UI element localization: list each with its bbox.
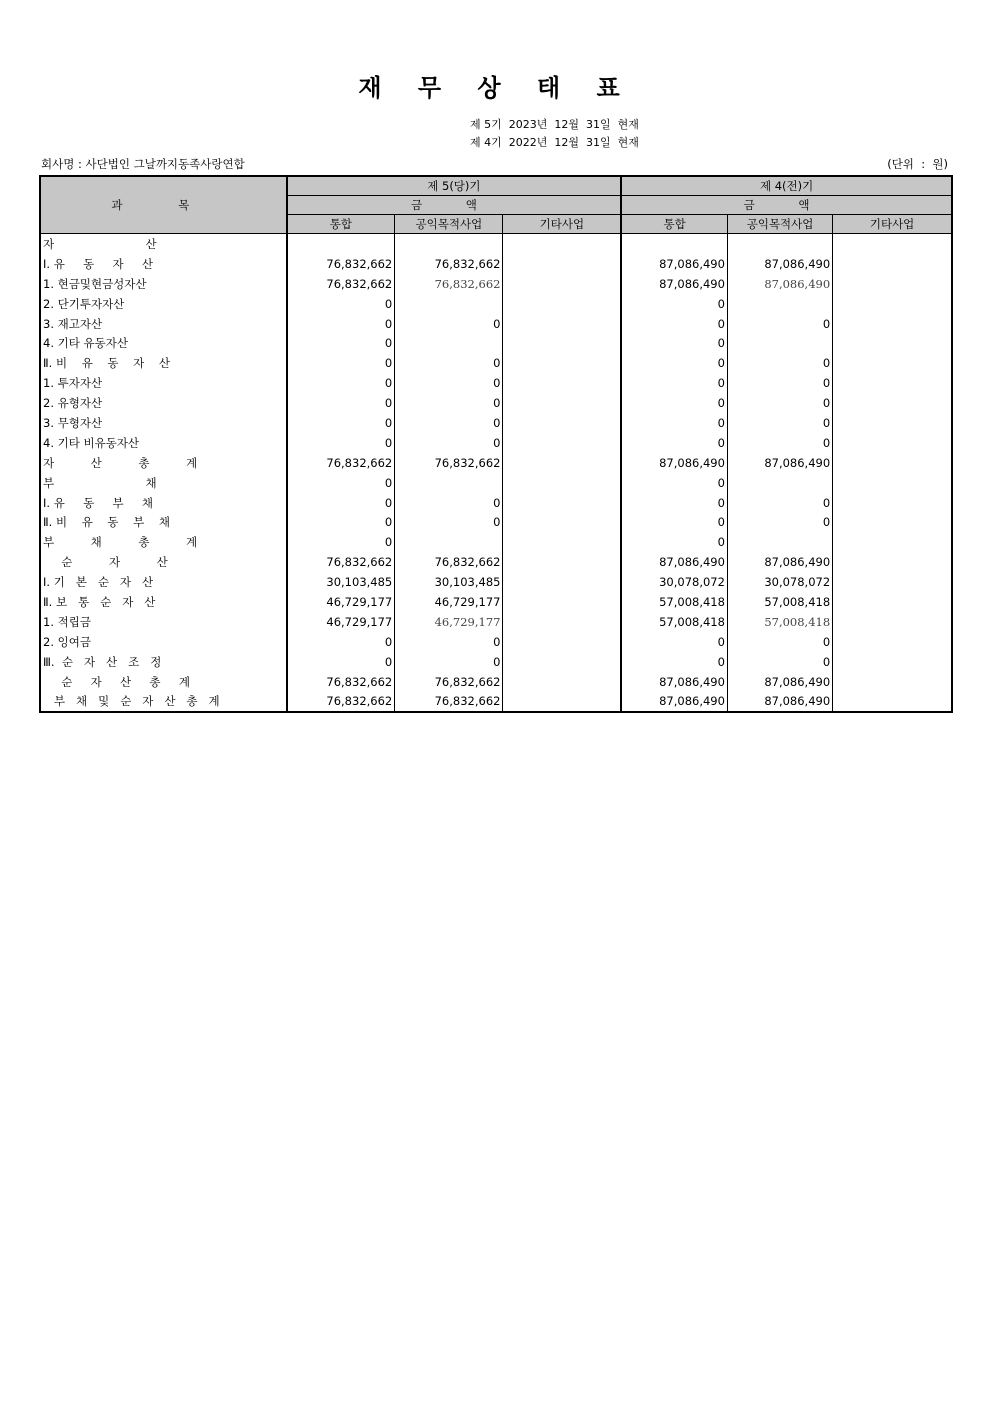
current-total-cell: 76,832,662 <box>287 254 395 274</box>
current-total-cell: 76,832,662 <box>287 691 395 712</box>
current-other-cell <box>503 632 621 652</box>
prior-total-cell: 0 <box>621 333 727 353</box>
current-total-cell <box>287 234 395 254</box>
table-row <box>40 691 952 712</box>
current-other-cell <box>503 672 621 692</box>
table-row <box>40 433 952 453</box>
prior-public-cell: 30,078,072 <box>727 572 832 592</box>
prior-total-cell: 87,086,490 <box>621 691 727 712</box>
current-other-cell <box>503 592 621 612</box>
col-prior-total: 통합 <box>621 215 727 234</box>
prior-public-cell <box>727 532 832 552</box>
current-other-cell <box>503 353 621 373</box>
current-total-cell: 46,729,177 <box>287 612 395 632</box>
prior-public-cell <box>727 333 832 353</box>
prior-public-cell <box>727 294 832 314</box>
current-public-cell: 76,832,662 <box>395 453 503 473</box>
current-public-cell: 76,832,662 <box>395 672 503 692</box>
current-other-cell <box>503 612 621 632</box>
current-public-cell: 0 <box>395 373 503 393</box>
current-public-cell: 76,832,662 <box>395 552 503 572</box>
page-title: 재 무 상 태 표 <box>358 74 634 102</box>
table-row <box>40 493 952 513</box>
prior-total-cell: 0 <box>621 652 727 672</box>
current-public-cell: 0 <box>395 413 503 433</box>
prior-other-cell <box>833 672 952 692</box>
table-row <box>40 572 952 592</box>
account-cell: 부 채 <box>40 473 287 493</box>
current-other-cell <box>503 572 621 592</box>
prior-total-cell: 87,086,490 <box>621 672 727 692</box>
account-cell: 3. 재고자산 <box>40 314 287 334</box>
account-cell: 4. 기타 유동자산 <box>40 333 287 353</box>
table-row <box>40 592 952 612</box>
account-cell: 3. 무형자산 <box>40 413 287 433</box>
prior-other-cell <box>833 691 952 712</box>
current-public-cell <box>395 333 503 353</box>
account-cell: Ⅱ. 보 통 순 자 산 <box>40 592 287 612</box>
prior-public-cell: 87,086,490 <box>727 254 832 274</box>
prior-public-cell: 87,086,490 <box>727 552 832 572</box>
current-public-cell: 46,729,177 <box>395 612 503 632</box>
current-other-cell <box>503 254 621 274</box>
current-period-date: 제 5기 2023년 12월 31일 현재 <box>470 118 639 131</box>
prior-public-cell: 0 <box>727 512 832 532</box>
prior-other-cell <box>833 572 952 592</box>
prior-total-cell: 0 <box>621 413 727 433</box>
col-current-other: 기타사업 <box>503 215 621 234</box>
account-cell: 순 자 산 <box>40 552 287 572</box>
table-row <box>40 393 952 413</box>
prior-public-cell: 0 <box>727 413 832 433</box>
table-row <box>40 512 952 532</box>
current-total-cell: 0 <box>287 473 395 493</box>
prior-other-cell <box>833 453 952 473</box>
table-row <box>40 254 952 274</box>
table-row <box>40 632 952 652</box>
table-row <box>40 453 952 473</box>
prior-public-cell: 0 <box>727 353 832 373</box>
table-row <box>40 373 952 393</box>
account-cell: 1. 적립금 <box>40 612 287 632</box>
account-cell: 2. 단기투자자산 <box>40 294 287 314</box>
current-public-cell: 46,729,177 <box>395 592 503 612</box>
current-total-cell: 76,832,662 <box>287 552 395 572</box>
current-public-cell: 0 <box>395 393 503 413</box>
prior-total-cell: 0 <box>621 512 727 532</box>
prior-public-cell: 87,086,490 <box>727 691 832 712</box>
prior-public-cell: 87,086,490 <box>727 274 832 294</box>
table-row <box>40 294 952 314</box>
prior-total-cell: 57,008,418 <box>621 612 727 632</box>
current-total-cell: 46,729,177 <box>287 592 395 612</box>
account-cell: 순 자 산 총 계 <box>40 672 287 692</box>
prior-other-cell <box>833 333 952 353</box>
current-other-cell <box>503 552 621 572</box>
current-total-cell: 0 <box>287 433 395 453</box>
current-public-cell <box>395 532 503 552</box>
current-public-cell <box>395 234 503 254</box>
current-total-cell: 0 <box>287 532 395 552</box>
table-row <box>40 234 952 254</box>
table-row <box>40 274 952 294</box>
current-public-cell: 0 <box>395 493 503 513</box>
prior-total-cell: 0 <box>621 373 727 393</box>
prior-total-cell: 0 <box>621 532 727 552</box>
account-cell: Ⅰ. 기 본 순 자 산 <box>40 572 287 592</box>
prior-other-cell <box>833 612 952 632</box>
prior-other-cell <box>833 512 952 532</box>
current-other-cell <box>503 294 621 314</box>
current-other-cell <box>503 413 621 433</box>
prior-other-cell <box>833 353 952 373</box>
account-cell: 2. 유형자산 <box>40 393 287 413</box>
account-cell: Ⅰ. 유 동 부 채 <box>40 493 287 513</box>
company-name: 회사명 : 사단법인 그날까지동족사랑연합 <box>41 157 245 171</box>
table-row <box>40 612 952 632</box>
prior-public-cell: 87,086,490 <box>727 453 832 473</box>
current-other-cell <box>503 274 621 294</box>
prior-other-cell <box>833 413 952 433</box>
table-row <box>40 652 952 672</box>
current-public-cell: 0 <box>395 314 503 334</box>
current-total-cell: 76,832,662 <box>287 274 395 294</box>
current-public-cell: 76,832,662 <box>395 254 503 274</box>
current-total-cell: 0 <box>287 314 395 334</box>
current-total-cell: 0 <box>287 393 395 413</box>
prior-public-cell: 0 <box>727 493 832 513</box>
current-other-cell <box>503 691 621 712</box>
current-other-cell <box>503 314 621 334</box>
account-cell: 부 채 및 순 자 산 총 계 <box>40 691 287 712</box>
current-total-cell: 0 <box>287 652 395 672</box>
prior-total-cell: 87,086,490 <box>621 274 727 294</box>
current-public-cell: 30,103,485 <box>395 572 503 592</box>
table-row <box>40 552 952 572</box>
current-total-cell: 76,832,662 <box>287 672 395 692</box>
account-cell: 자 산 <box>40 234 287 254</box>
current-total-cell: 0 <box>287 493 395 513</box>
prior-total-cell: 0 <box>621 493 727 513</box>
prior-public-cell: 87,086,490 <box>727 672 832 692</box>
account-cell: 1. 투자자산 <box>40 373 287 393</box>
current-public-cell <box>395 294 503 314</box>
prior-total-cell <box>621 234 727 254</box>
prior-total-cell: 0 <box>621 433 727 453</box>
prior-total-cell: 0 <box>621 473 727 493</box>
current-other-cell <box>503 652 621 672</box>
account-header: 과 목 <box>40 176 287 234</box>
current-amount-header: 금 액 <box>287 196 622 215</box>
prior-total-cell: 0 <box>621 314 727 334</box>
prior-public-cell <box>727 234 832 254</box>
col-prior-other: 기타사업 <box>833 215 952 234</box>
current-other-cell <box>503 532 621 552</box>
current-public-cell: 76,832,662 <box>395 691 503 712</box>
prior-public-cell: 57,008,418 <box>727 612 832 632</box>
prior-other-cell <box>833 433 952 453</box>
current-total-cell: 0 <box>287 353 395 373</box>
account-cell: Ⅱ. 비 유 동 부 채 <box>40 512 287 532</box>
prior-public-cell: 0 <box>727 373 832 393</box>
current-total-cell: 0 <box>287 632 395 652</box>
prior-public-cell: 0 <box>727 652 832 672</box>
prior-total-cell: 0 <box>621 393 727 413</box>
prior-other-cell <box>833 373 952 393</box>
current-other-cell <box>503 234 621 254</box>
prior-total-cell: 87,086,490 <box>621 453 727 473</box>
current-other-cell <box>503 512 621 532</box>
current-other-cell <box>503 473 621 493</box>
prior-other-cell <box>833 393 952 413</box>
current-total-cell: 0 <box>287 512 395 532</box>
prior-other-cell <box>833 652 952 672</box>
current-public-cell: 0 <box>395 652 503 672</box>
current-total-cell: 76,832,662 <box>287 453 395 473</box>
account-cell: 1. 현금및현금성자산 <box>40 274 287 294</box>
prior-total-cell: 30,078,072 <box>621 572 727 592</box>
prior-other-cell <box>833 274 952 294</box>
prior-other-cell <box>833 294 952 314</box>
current-other-cell <box>503 453 621 473</box>
current-other-cell <box>503 493 621 513</box>
current-total-cell: 0 <box>287 333 395 353</box>
prior-public-cell: 0 <box>727 632 832 652</box>
account-cell: 자 산 총 계 <box>40 453 287 473</box>
account-cell: Ⅲ. 순 자 산 조 정 <box>40 652 287 672</box>
account-cell: 부 채 총 계 <box>40 532 287 552</box>
prior-other-cell <box>833 493 952 513</box>
current-period-header: 제 5(당)기 <box>287 176 622 196</box>
current-total-cell: 0 <box>287 373 395 393</box>
prior-other-cell <box>833 632 952 652</box>
current-public-cell: 0 <box>395 632 503 652</box>
current-other-cell <box>503 433 621 453</box>
col-prior-public: 공익목적사업 <box>727 215 832 234</box>
prior-period-header: 제 4(전)기 <box>621 176 952 196</box>
col-current-public: 공익목적사업 <box>395 215 503 234</box>
account-cell: Ⅱ. 비 유 동 자 산 <box>40 353 287 373</box>
current-public-cell <box>395 473 503 493</box>
prior-total-cell: 0 <box>621 632 727 652</box>
current-total-cell: 0 <box>287 413 395 433</box>
account-cell: 4. 기타 비유동자산 <box>40 433 287 453</box>
table-row <box>40 473 952 493</box>
current-total-cell: 30,103,485 <box>287 572 395 592</box>
prior-other-cell <box>833 254 952 274</box>
prior-amount-header: 금 액 <box>621 196 952 215</box>
table-row <box>40 353 952 373</box>
current-public-cell: 0 <box>395 512 503 532</box>
table-row <box>40 532 952 552</box>
current-public-cell: 0 <box>395 433 503 453</box>
prior-other-cell <box>833 234 952 254</box>
table-row <box>40 333 952 353</box>
prior-public-cell: 57,008,418 <box>727 592 832 612</box>
table-row <box>40 413 952 433</box>
prior-public-cell: 0 <box>727 433 832 453</box>
account-cell: Ⅰ. 유 동 자 산 <box>40 254 287 274</box>
current-total-cell: 0 <box>287 294 395 314</box>
prior-other-cell <box>833 552 952 572</box>
table-row <box>40 314 952 334</box>
current-other-cell <box>503 373 621 393</box>
prior-other-cell <box>833 473 952 493</box>
current-other-cell <box>503 333 621 353</box>
prior-public-cell: 0 <box>727 393 832 413</box>
table-row <box>40 672 952 692</box>
prior-public-cell <box>727 473 832 493</box>
current-public-cell: 76,832,662 <box>395 274 503 294</box>
current-other-cell <box>503 393 621 413</box>
prior-total-cell: 57,008,418 <box>621 592 727 612</box>
prior-public-cell: 0 <box>727 314 832 334</box>
prior-period-date: 제 4기 2022년 12월 31일 현재 <box>470 136 639 149</box>
balance-sheet-table <box>39 175 953 713</box>
account-cell: 2. 잉여금 <box>40 632 287 652</box>
prior-total-cell: 87,086,490 <box>621 552 727 572</box>
prior-total-cell: 87,086,490 <box>621 254 727 274</box>
prior-total-cell: 0 <box>621 353 727 373</box>
prior-total-cell: 0 <box>621 294 727 314</box>
prior-other-cell <box>833 532 952 552</box>
current-public-cell: 0 <box>395 353 503 373</box>
currency-unit: (단위 : 원) <box>887 157 948 171</box>
col-current-total: 통합 <box>287 215 395 234</box>
prior-other-cell <box>833 592 952 612</box>
prior-other-cell <box>833 314 952 334</box>
